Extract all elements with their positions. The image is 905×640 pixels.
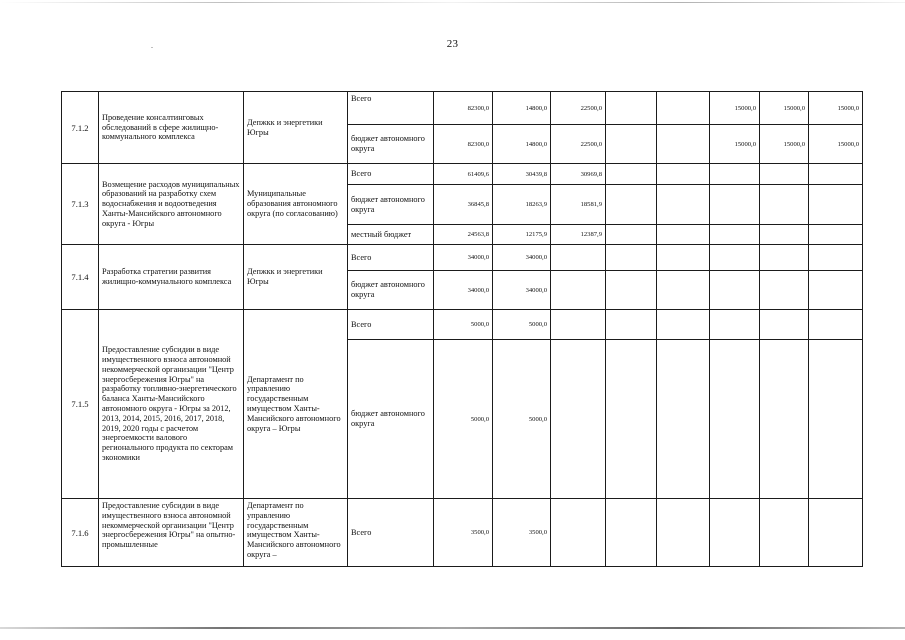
amount-cell xyxy=(657,340,710,499)
amount-cell xyxy=(606,310,657,340)
amount-cell: 3500,0 xyxy=(493,499,551,567)
amount-cell xyxy=(760,164,809,185)
scan-edge-top xyxy=(0,2,905,3)
amount-cell xyxy=(606,164,657,185)
executor-name: Депжкк и энергетики Югры xyxy=(244,92,348,164)
amount-cell xyxy=(710,185,760,225)
measure-name: Возмещение расходов муниципальных образований на разработку схем водоснабжения и водоотведения Ханты-Мансийского автономного округа - Югры xyxy=(99,164,244,245)
amount-cell xyxy=(760,245,809,271)
amount-cell xyxy=(551,499,606,567)
amount-cell: 24563,8 xyxy=(434,225,493,245)
amount-cell xyxy=(606,245,657,271)
amount-cell xyxy=(551,310,606,340)
amount-cell xyxy=(809,271,863,310)
amount-cell: 30969,8 xyxy=(551,164,606,185)
amount-cell xyxy=(551,271,606,310)
amount-cell: 3500,0 xyxy=(434,499,493,567)
amount-cell: 15000,0 xyxy=(710,125,760,164)
amount-cell: 22500,0 xyxy=(551,92,606,125)
amount-cell: 15000,0 xyxy=(710,92,760,125)
funding-source: Всего xyxy=(348,499,434,567)
amount-cell: 82300,0 xyxy=(434,125,493,164)
amount-cell: 34000,0 xyxy=(434,271,493,310)
row-code: 7.1.3 xyxy=(62,164,99,245)
table-row xyxy=(62,499,863,567)
amount-cell: 30439,8 xyxy=(493,164,551,185)
funding-source: местный бюджет xyxy=(348,225,434,245)
amount-cell xyxy=(710,310,760,340)
amount-cell xyxy=(710,164,760,185)
funding-source: Всего xyxy=(348,310,434,340)
amount-cell xyxy=(760,271,809,310)
scan-edge-bottom xyxy=(0,627,905,629)
measure-name: Проведение консалтинговых обследований в сфере жилищно-коммунального комплекса xyxy=(99,92,244,164)
amount-cell: 5000,0 xyxy=(434,340,493,499)
amount-cell: 5000,0 xyxy=(434,310,493,340)
row-code: 7.1.5 xyxy=(62,310,99,499)
amount-cell xyxy=(657,225,710,245)
amount-cell: 18581,9 xyxy=(551,185,606,225)
amount-cell xyxy=(809,340,863,499)
amount-cell: 36845,8 xyxy=(434,185,493,225)
funding-source: Всего xyxy=(348,92,434,125)
amount-cell: 34000,0 xyxy=(493,271,551,310)
amount-cell xyxy=(657,245,710,271)
amount-cell xyxy=(606,499,657,567)
executor-name: Департамент по управлению государственным имуществом Ханты-Мансийского автономного округа – xyxy=(244,499,348,567)
page-number: 23 xyxy=(446,38,459,50)
funding-source: бюджет автономного округа xyxy=(348,125,434,164)
funding-source: бюджет автономного округа xyxy=(348,340,434,499)
funding-source: бюджет автономного округа xyxy=(348,271,434,310)
amount-cell xyxy=(657,125,710,164)
amount-cell xyxy=(606,92,657,125)
table-row xyxy=(62,92,863,125)
amount-cell xyxy=(657,310,710,340)
amount-cell: 5000,0 xyxy=(493,310,551,340)
amount-cell xyxy=(710,271,760,310)
budget-table xyxy=(61,91,863,567)
measure-name: Предоставление субсидии в виде имущественного взноса автономной некоммерческой организации "Центр энергосбережения Югры" на опытно-промышленные xyxy=(99,499,244,567)
amount-cell xyxy=(809,164,863,185)
amount-cell xyxy=(809,310,863,340)
amount-cell xyxy=(710,499,760,567)
amount-cell xyxy=(606,185,657,225)
row-code: 7.1.6 xyxy=(62,499,99,567)
amount-cell xyxy=(606,340,657,499)
executor-name: Муниципальные образования автономного округа (по согласованию) xyxy=(244,164,348,245)
amount-cell xyxy=(710,340,760,499)
amount-cell xyxy=(657,271,710,310)
row-code: 7.1.4 xyxy=(62,245,99,310)
amount-cell: 34000,0 xyxy=(434,245,493,271)
amount-cell xyxy=(657,185,710,225)
amount-cell: 15000,0 xyxy=(760,125,809,164)
measure-name: Разработка стратегии развития жилищно-коммунального комплекса xyxy=(99,245,244,310)
amount-cell: 61409,6 xyxy=(434,164,493,185)
amount-cell: 82300,0 xyxy=(434,92,493,125)
row-code: 7.1.2 xyxy=(62,92,99,164)
amount-cell xyxy=(809,499,863,567)
funding-source: Всего xyxy=(348,245,434,271)
measure-name: Предоставление субсидии в виде имущественного взноса автономной некоммерческой организации "Центр энергосбережения Югры" на разработку топливно-энергетического баланса Ханты-Мансийского автономного округа - Югры за 2012, 2013, 2014, 2015, 2016, 2017, 2018, 2019, 2020 годы с расчетом энергоемкости валового регионального продукта по секторам экономики xyxy=(99,310,244,499)
funding-source: Всего xyxy=(348,164,434,185)
amount-cell xyxy=(760,340,809,499)
executor-name: Депжкк и энергетики Югры xyxy=(244,245,348,310)
amount-cell xyxy=(710,225,760,245)
amount-cell: 14800,0 xyxy=(493,125,551,164)
amount-cell xyxy=(809,225,863,245)
table-row xyxy=(62,310,863,340)
amount-cell xyxy=(710,245,760,271)
executor-name: Департамент по управлению государственным имуществом Ханты-Мансийского автономного округа – Югры xyxy=(244,310,348,499)
amount-cell xyxy=(606,125,657,164)
amount-cell xyxy=(760,225,809,245)
amount-cell: 18263,9 xyxy=(493,185,551,225)
amount-cell: 12175,9 xyxy=(493,225,551,245)
amount-cell: 15000,0 xyxy=(760,92,809,125)
amount-cell xyxy=(606,225,657,245)
amount-cell: 12387,9 xyxy=(551,225,606,245)
amount-cell xyxy=(606,271,657,310)
table-row xyxy=(62,245,863,271)
amount-cell xyxy=(760,185,809,225)
amount-cell xyxy=(809,185,863,225)
amount-cell xyxy=(657,92,710,125)
table-row xyxy=(62,164,863,185)
amount-cell xyxy=(760,499,809,567)
amount-cell: 5000,0 xyxy=(493,340,551,499)
amount-cell xyxy=(657,164,710,185)
amount-cell xyxy=(551,340,606,499)
funding-source: бюджет автономного округа xyxy=(348,185,434,225)
amount-cell: 22500,0 xyxy=(551,125,606,164)
amount-cell xyxy=(657,499,710,567)
amount-cell xyxy=(760,310,809,340)
amount-cell xyxy=(551,245,606,271)
amount-cell: 34000,0 xyxy=(493,245,551,271)
amount-cell: 14800,0 xyxy=(493,92,551,125)
amount-cell: 15000,0 xyxy=(809,125,863,164)
amount-cell xyxy=(809,245,863,271)
amount-cell: 15000,0 xyxy=(809,92,863,125)
